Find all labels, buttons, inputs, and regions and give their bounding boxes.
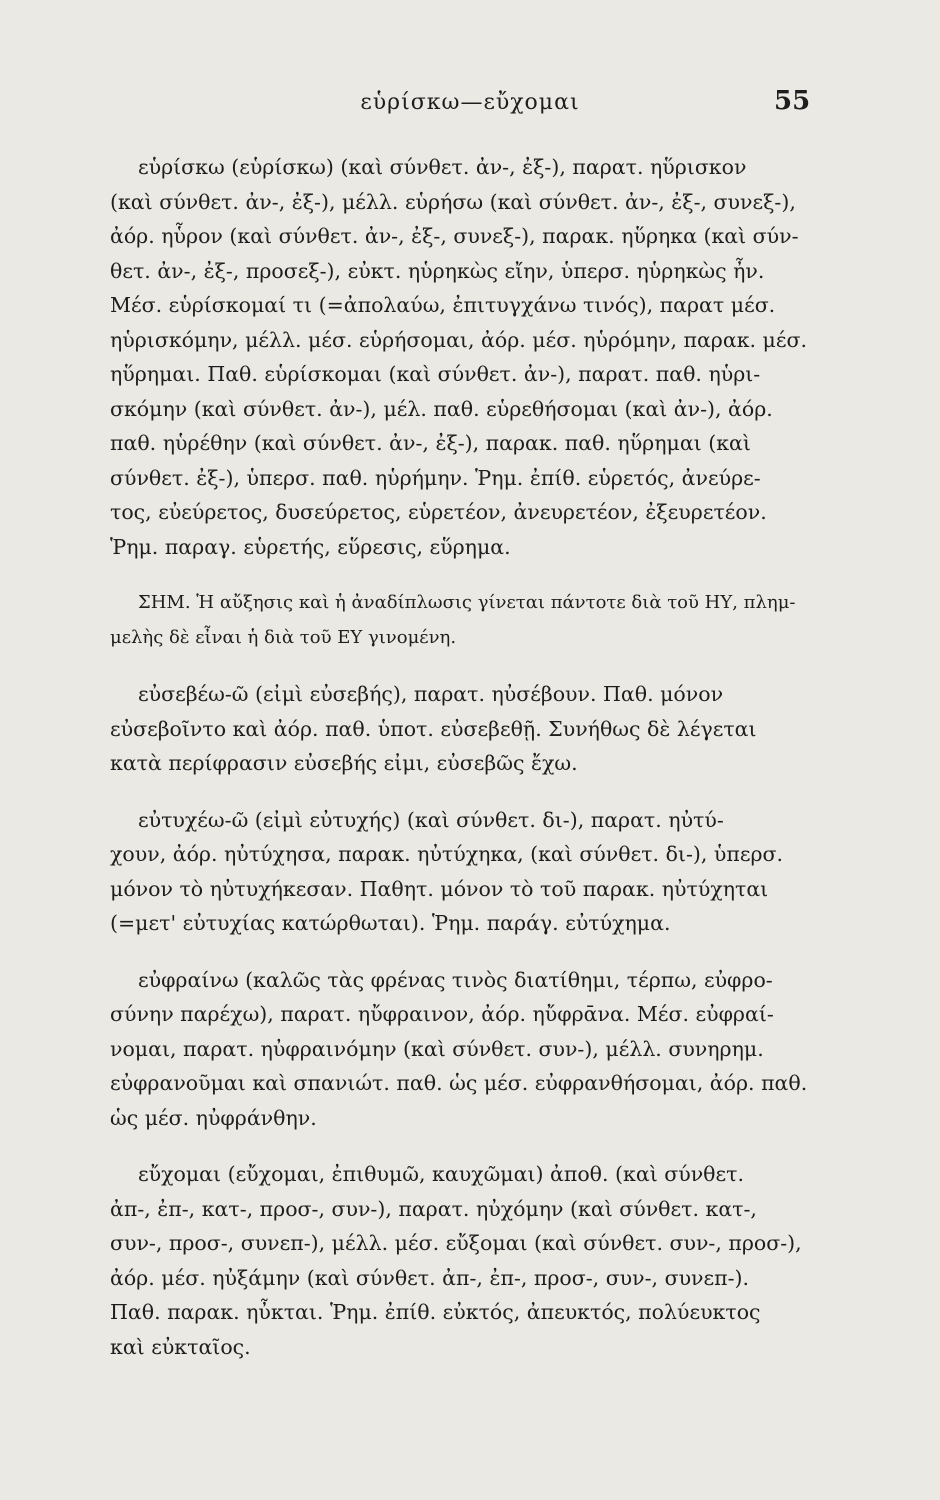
running-head: εὑρίσκω—εὔχομαι	[360, 90, 580, 115]
entry-line: Μέσ. εὑρίσκομαί τι (=ἀπολαύω, ἐπιτυγχάνω τινός), παρατ μέσ.	[110, 293, 776, 317]
entry-heurisko	[110, 150, 830, 564]
entry-line: εὐφραίνω (καλῶς τὰς φρένας τινὸς διατίθημι, τέρπω, εὐφρο-	[138, 967, 773, 992]
entry-line: μόνον τὸ ηὐτυχήκεσαν. Παθητ. μόνον τὸ τοῦ παρακ. ηὐτύχηται	[110, 876, 769, 901]
entry-eusebeo	[110, 677, 830, 781]
entry-line: Παθ. παρακ. ηὖκται. Ῥημ. ἐπίθ. εὐκτός, ἀπευκτός, πολύευκτος	[110, 1300, 761, 1324]
entry-line: ἀόρ. ηὗρον (καὶ σύνθετ. ἀν-, ἐξ-, συνεξ-), παρακ. ηὕρηκα (καὶ σύν-	[110, 224, 799, 248]
entry-line: Ῥημ. παραγ. εὑρετής, εὕρεσις, εὕρημα.	[110, 534, 511, 559]
entry-line: χουν, ἀόρ. ηὐτύχησα, παρακ. ηὐτύχηκα, (καὶ σύνθετ. δι-), ὑπερσ.	[110, 842, 784, 866]
entry-line: ἀπ-, ἐπ-, κατ-, προσ-, συν-), παρατ. ηὐχόμην (καὶ σύνθετ. κατ-,	[110, 1196, 757, 1221]
entry-line: εὐσεβέω-ῶ (εἰμὶ εὐσεβής), παρατ. ηὐσέβουν. Παθ. μόνον	[138, 682, 724, 706]
entry-line: σκόμην (καὶ σύνθετ. ἀν-), μέλ. παθ. εὑρεθήσομαι (καὶ ἀν-), ἀόρ.	[110, 396, 773, 421]
entry-line: νομαι, παρατ. ηὐφραινόμην (καὶ σύνθετ. συν-), μέλλ. συνηρημ.	[110, 1036, 764, 1061]
entry-line: τος, εὐεύρετος, δυσεύρετος, εὑρετέον, ἀνευρετέον, ἐξευρετέον.	[110, 500, 767, 524]
entry-line: κατὰ περίφρασιν εὐσεβής εἰμι, εὐσεβῶς ἔχω.	[110, 751, 578, 775]
entry-line: (=μετ' εὐτυχίας κατώρθωται). Ῥημ. παράγ. εὐτύχημα.	[110, 911, 671, 935]
entry-line: θετ. ἀν-, ἐξ-, προσεξ-), εὐκτ. ηὑρηκὼς εἴην, ὑπερσ. ηὑρηκὼς ἦν.	[110, 258, 765, 283]
entry-euchomai	[110, 1157, 830, 1364]
entry-line: καὶ εὐκταῖος.	[110, 1334, 251, 1359]
entry-eutycheo	[110, 803, 830, 941]
entry-line: εὐτυχέω-ῶ (εἰμὶ εὐτυχής) (καὶ σύνθετ. δι-), παρατ. ηὐτύ-	[138, 807, 724, 832]
entry-line: εὑρίσκω (εὑρίσκω) (καὶ σύνθετ. ἀν-, ἐξ-), παρατ. ηὕρισκον	[138, 155, 747, 179]
entry-line: (καὶ σύνθετ. ἀν-, ἐξ-), μέλλ. εὑρήσω (καὶ σύνθετ. ἀν-, ἐξ-, συνεξ-),	[110, 189, 796, 214]
note-line: ΣΗΜ. Ἡ αὔξησις καὶ ἡ ἀναδίπλωσις γίνεται πάντοτε διὰ τοῦ ΗΥ, πλημ-	[138, 592, 796, 613]
entry-line: ηὕρημαι. Παθ. εὑρίσκομαι (καὶ σύνθετ. ἀν-), παρατ. παθ. ηὑρι-	[110, 362, 761, 386]
entry-line: ὡς μέσ. ηὐφράνθην.	[110, 1105, 317, 1130]
note-sem	[110, 586, 830, 655]
note-line: μελὴς δὲ εἶναι ἡ διὰ τοῦ ΕΥ γινομένη.	[110, 626, 457, 648]
entry-euphraino	[110, 963, 830, 1136]
entry-line: εὐσεβοῖντο καὶ ἀόρ. παθ. ὑποτ. εὐσεβεθῇ. Συνήθως δὲ λέγεται	[110, 716, 757, 741]
entry-line: εὔχομαι (εὔχομαι, ἐπιθυμῶ, καυχῶμαι) ἀποθ. (καὶ σύνθετ.	[138, 1162, 744, 1186]
dictionary-text	[110, 150, 830, 1386]
entry-line: ηὑρισκόμην, μέλλ. μέσ. εὑρήσομαι, ἀόρ. μέσ. ηὑρόμην, παρακ. μέσ.	[110, 327, 807, 352]
entry-line: σύνην παρέχω), παρατ. ηὔφραινον, ἀόρ. ηὔφρᾱνα. Μέσ. εὐφραί-	[110, 1002, 774, 1026]
entry-line: συν-, προσ-, συνεπ-), μέλλ. μέσ. εὔξομαι (καὶ σύνθετ. συν-, προσ-),	[110, 1231, 802, 1255]
entry-line: σύνθετ. ἐξ-), ὑπερσ. παθ. ηὑρήμην. Ῥημ. ἐπίθ. εὑρετός, ἀνεύρε-	[110, 465, 761, 490]
page-number: 55	[774, 86, 811, 116]
entry-line: παθ. ηὑρέθην (καὶ σύνθετ. ἀν-, ἐξ-), παρακ. παθ. ηὕρημαι (καὶ	[110, 431, 751, 455]
entry-line: εὐφρανοῦμαι καὶ σπανιώτ. παθ. ὡς μέσ. εὐφρανθήσομαι, ἀόρ. παθ.	[110, 1071, 808, 1095]
entry-line: ἀόρ. μέσ. ηὐξάμην (καὶ σύνθετ. ἀπ-, ἐπ-, προσ-, συν-, συνεπ-).	[110, 1265, 750, 1290]
